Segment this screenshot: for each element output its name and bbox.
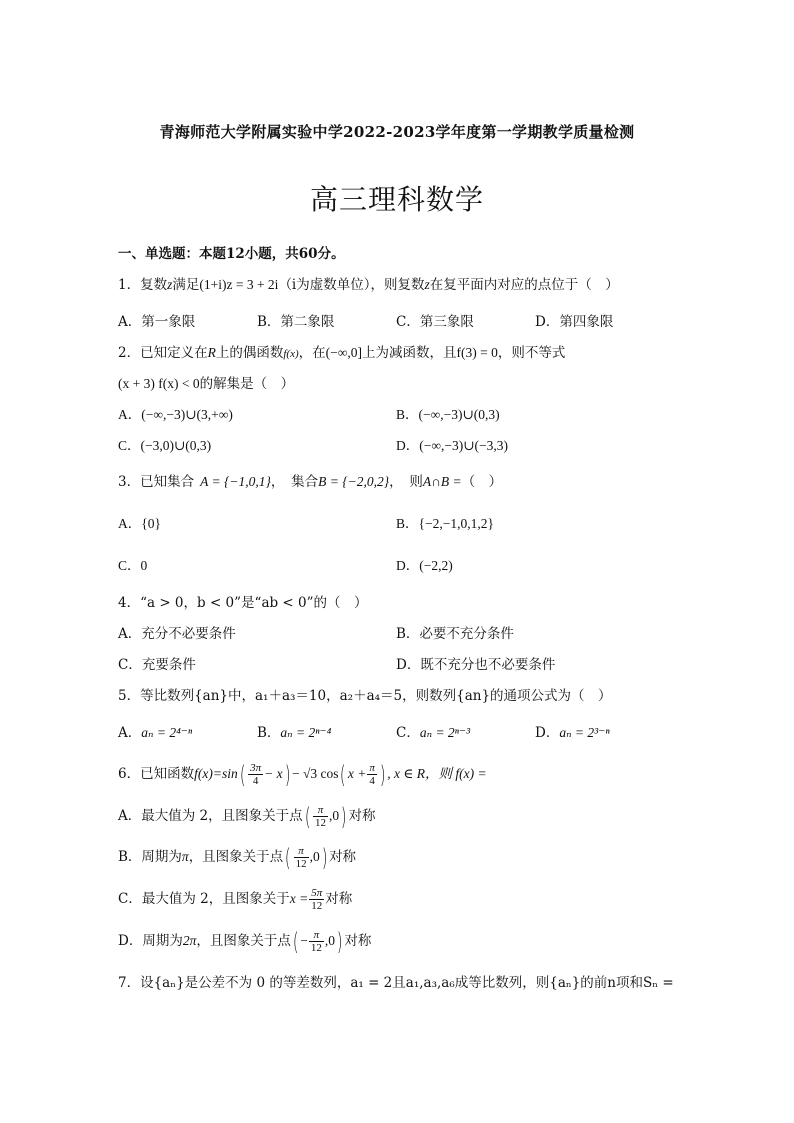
question-3-option-a: A．{0} <box>118 516 161 531</box>
question-2-stem: 2．已知定义在R上的偶函数f(x)，在(−∞,0]上为减函数，且f(3) = 0，则不等式 <box>118 345 566 361</box>
question-3-option-d: D．(−2,2) <box>396 558 453 573</box>
question-3-stem: 3．已知集合 A = {−1,0,1}， 集合B = {−2,0,2}， 则A∩B =（ ） <box>118 474 503 490</box>
question-2-option-d: D．(−∞,−3)∪(−3,3) <box>396 438 509 453</box>
section-heading: 一、单选题：本题12小题，共60分。 <box>118 246 345 262</box>
question-7-stem: 7．设{aₙ}是公差不为 0 的等差数列，a₁ = 2且a₁,a₃,a₆成等比数列，则{aₙ}的前n项和Sₙ = <box>118 975 674 991</box>
question-3-option-b: B．{−2,−1,0,1,2} <box>396 516 494 531</box>
question-5-option-a: A．aₙ = 2⁴⁻ⁿ <box>118 725 193 741</box>
question-6-stem: 6．已知函数f(x)=sin( $\frac{3\pi}{4}$ − x) − √3 cos( x + $\frac{\pi}{4}$ ) , x ∈ R，则 f(x) = <box>118 760 487 789</box>
question-6-option-d: D．周期为2π，且图象关于点( − $\frac{\pi}{12}$ ,0) 对称 <box>118 927 372 956</box>
question-1-option-a: A．第一象限 <box>118 314 196 330</box>
question-2-stem-cont: (x + 3) f(x) < 0的解集是（ ） <box>118 376 295 392</box>
question-5-option-c: C．aₙ = 2ⁿ⁻³ <box>396 725 471 741</box>
question-5-option-d: D．aₙ = 2³⁻ⁿ <box>535 725 610 741</box>
school-title: 青海师范大学附属实验中学2022-2023学年度第一学期教学质量检测 <box>159 123 635 141</box>
question-6-option-a: A．最大值为 2，且图象关于点( $\frac{\pi}{12}$ ,0) 对称 <box>118 802 376 831</box>
question-1-option-b: B．第二象限 <box>257 314 335 330</box>
question-4-option-c: C．充要条件 <box>118 657 196 673</box>
question-6-option-c: C．最大值为 2，且图象关于x = $\frac{5\pi}{12}$ 对称 <box>118 887 353 912</box>
question-1-stem: 1．复数z满足(1+i)z = 3 + 2i（i为虚数单位），则复数z在复平面内对应的点位于（ ） <box>118 277 619 293</box>
exam-title: 高三理科数学 <box>309 183 484 216</box>
question-1-option-c: C．第三象限 <box>396 314 474 330</box>
question-6-option-b: B．周期为π，且图象关于点( $\frac{\pi}{12}$ ,0) 对称 <box>118 843 357 872</box>
question-4-option-b: B．必要不充分条件 <box>396 626 514 642</box>
question-5-option-b: B．aₙ = 2ⁿ⁻⁴ <box>257 725 332 741</box>
question-4-stem: 4．“a > 0，b < 0”是“ab < 0”的（ ） <box>118 595 368 611</box>
question-4-option-d: D．既不充分也不必要条件 <box>396 657 556 673</box>
question-4-option-a: A．充分不必要条件 <box>118 626 236 642</box>
question-3-option-c: C．0 <box>118 558 148 573</box>
question-2-option-b: B．(−∞,−3)∪(0,3) <box>396 407 500 422</box>
question-5-stem: 5．等比数列{an}中，a₁＋a₃＝10，a₂＋a₄＝5，则数列{an}的通项公式为（ ） <box>118 688 612 704</box>
question-2-option-c: C．(−3,0)∪(0,3) <box>118 438 212 453</box>
question-1-option-d: D．第四象限 <box>535 314 614 330</box>
question-2-option-a: A．(−∞,−3)∪(3,+∞) <box>118 407 233 422</box>
